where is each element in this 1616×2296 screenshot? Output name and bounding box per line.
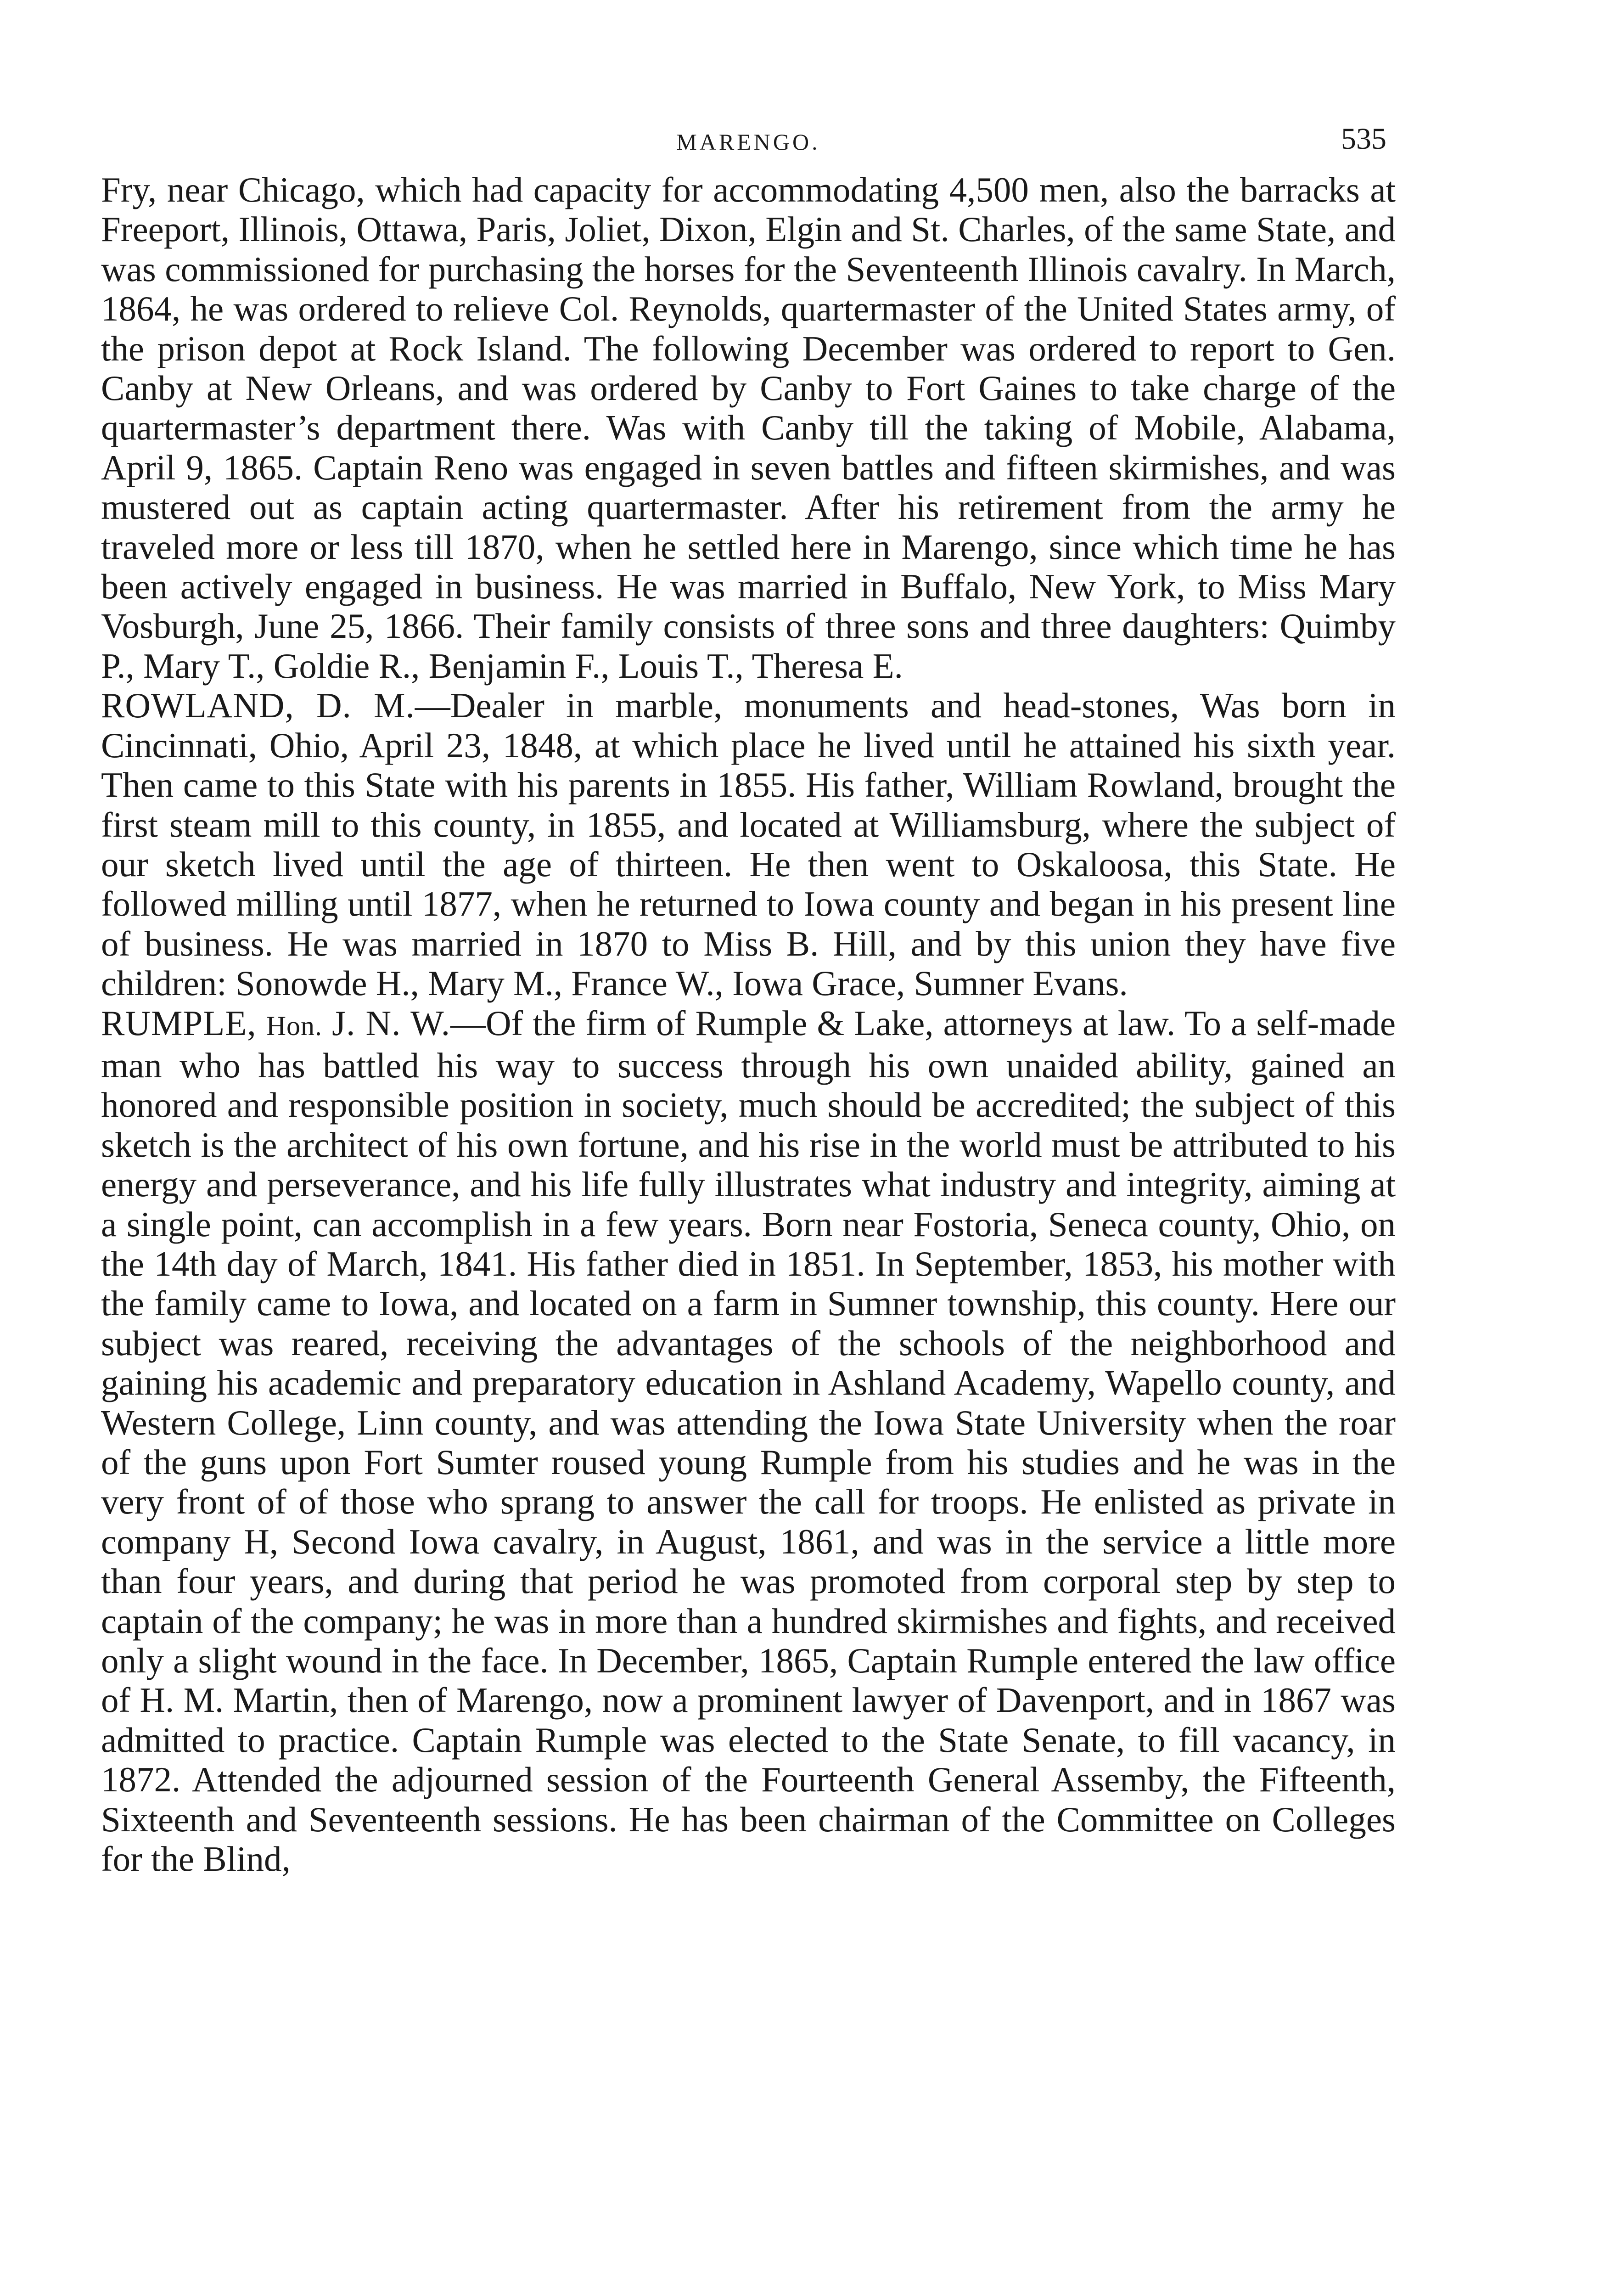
entry-text-rowland: —Dealer in marble, monuments and head-stones, Was born in Cincinnati, Ohio, April 23, 1848, at which place he lived until he attained his sixth year. Then came to this State with his parents in 1855. His father, William Rowland, brought the first steam mill to this county, in 1855, and located at Williamsburg, where the subject of our sketch lived until the age of thirteen. He then went to Oskaloosa, this State. He followed milling until 1877, when he returned to Iowa county and began in his present line of business. He was married in 1870 to Miss B. Hill, and by this union they have five children: Sonowde H., Mary M., France W., Iowa Grace, Sumner Evans. [101,686,1396,1003]
continuation-paragraph [101,170,1396,686]
entry-paragraph-rowland [101,686,1396,1003]
running-head [101,115,1396,170]
entry-paragraph-rumple [101,1003,1396,1879]
entry-text-rumple: —Of the firm of Rumple & Lake, attorneys at law. To a self-made man who has battled his way to success through his own unaided ability, gained an honored and responsible position in society, much should be accredited; the subject of this sketch is the architect of his own fortune, and his rise in the world must be attributed to his energy and perseverance, and his life fully illustrates what industry and integrity, aiming at a single point, can accomplish in a few years. Born near Fostoria, Seneca county, Ohio, on the 14th day of March, 1841. His father died in 1851. In September, 1853, his mother with the family came to Iowa, and located on a farm in Sumner township, this county. Here our subject was reared, receiving the advantages of the schools of the neighborhood and gaining his academic and preparatory education in Ashland Academy, Wapello county, and Western College, Linn county, and was attending the Iowa State University when the roar of the guns upon Fort Sumter roused young Rumple from his studies and he was in the very front of of those who sprang to answer the call for troops. He enlisted as private in company H, Second Iowa cavalry, in August, 1861, and was in the service a little more than four years, and during that period he was promoted from corporal step by step to captain of the company; he was in more than a hundred skirmishes and fights, and received only a slight wound in the face. In December, 1865, Captain Rumple entered the law office of H. M. Martin, then of Marengo, now a prominent lawyer of Davenport, and in 1867 was admitted to practice. Captain Rumple was elected to the State Senate, to fill vacancy, in 1872. Attended the adjourned session of the Fourteenth General Assemby, the Fifteenth, Sixteenth and Seventeenth sessions. He has been chairman of the Committee on Colleges for the Blind, [101,1003,1396,1879]
entry-title-rumple: Hon. [266,1010,323,1041]
continuation-text: Fry, near Chicago, which had capacity for accommodating 4,500 men, also the barracks at Freeport, Illinois, Ottawa, Paris, Joliet, Dixon, Elgin and St. Charles, of the same State, and was commissioned for purchasing the horses for the Seventeenth Illinois cavalry. In March, 1864, he was ordered to relieve Col. Reynolds, quartermaster of the United States army, of the prison depot at Rock Island. The following December was ordered to report to Gen. Canby at New Orleans, and was ordered by Canby to Fort Gaines to take charge of the quartermaster’s department there. Was with Canby till the taking of Mobile, Alabama, April 9, 1865. Captain Reno was engaged in seven battles and fifteen skirmishes, and was mustered out as captain acting quartermaster. After his retirement from the army he traveled more or less till 1870, when he settled here in Marengo, since which time he has been actively engaged in business. He was married in Buffalo, New York, to Miss Mary Vosburgh, June 25, 1866. Their family consists of three sons and three daughters: Quimby P., Mary T., Goldie R., Benjamin F., Louis T., Theresa E. [101,170,1396,686]
document-page [101,115,1396,1879]
running-title: MARENGO. [676,129,820,155]
entry-name-rowland: ROWLAND, D. M. [101,686,415,726]
entry-initials-rumple: J. N. W. [332,1003,450,1043]
body-text [101,170,1396,1879]
entry-name-rumple: RUMPLE, [101,1003,257,1043]
page-number: 535 [1341,122,1386,156]
